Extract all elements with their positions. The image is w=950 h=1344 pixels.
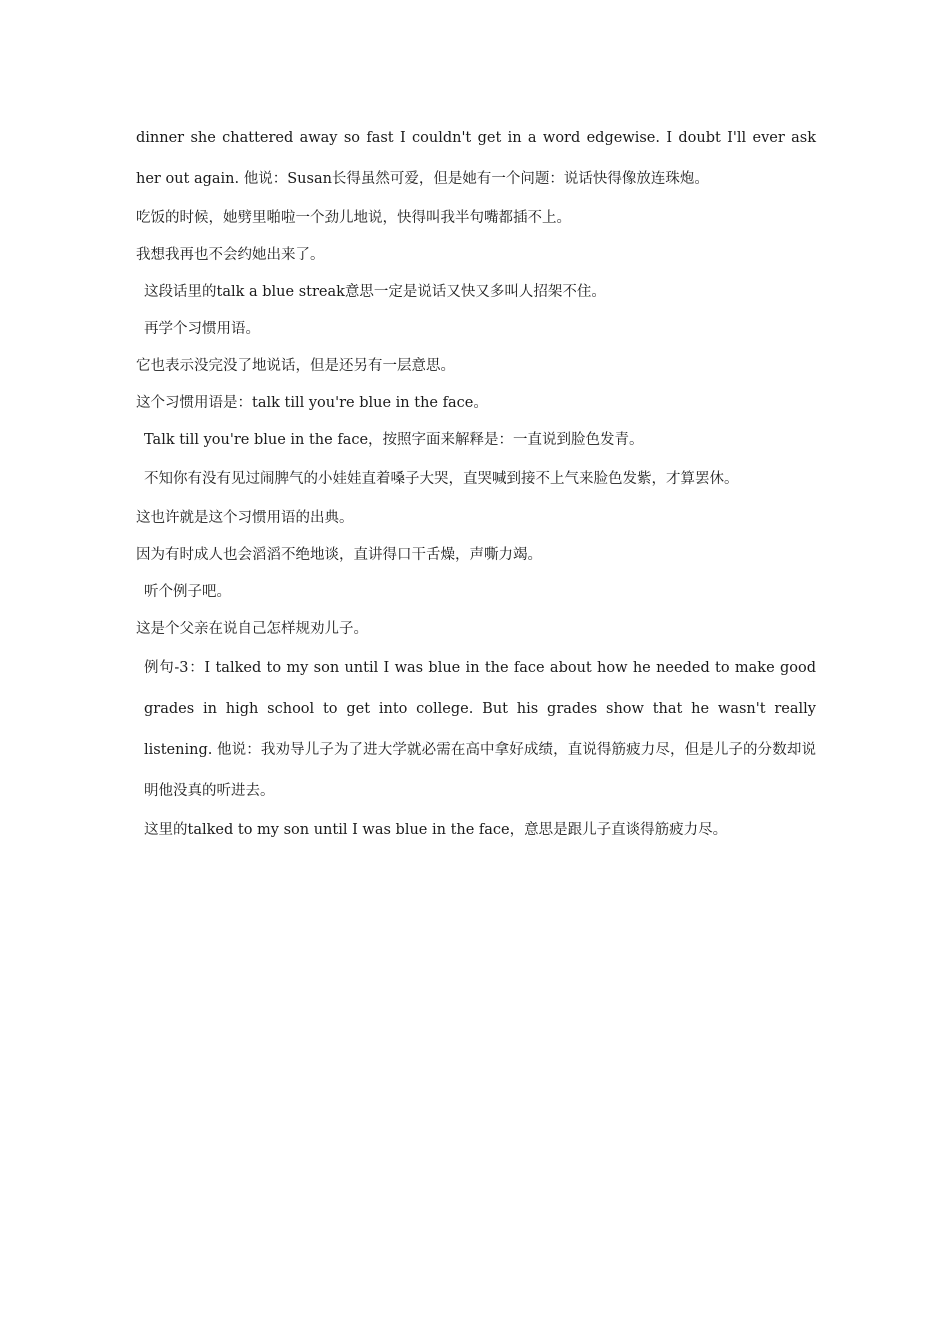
paragraph-dialogue-translation: dinner she chattered away so fast I couldn't get in a word edgewise. I doubt I'll ever ask her out again. 他说：Susan长得虽然可爱，但是她有一个问题：说话快得像放连珠炮。 [136,130,816,187]
paragraph-another-meaning: 它也表示没完没了地说话，但是还另有一层意思。 [136,358,455,374]
document-body [136,118,816,849]
paragraph-next-idiom: 再学个习惯用语。 [144,321,260,337]
paragraph-example-3: 例句-3：I talked to my son until I was blue in the face about how he needed to make good grades in high school to get into college. But his grades show that he wasn't really listening. 他说：我劝导儿子为了进大学就必需在高中拿好成绩，直说得筋疲力尽，但是儿子的分数却说明他没真的听进去。 [144,660,816,799]
paragraph-never-again: 我想我再也不会约她出来了。 [136,247,325,263]
paragraph-literal-meaning: Talk till you're blue in the face，按照字面来解释是：一直说到脸色发青。 [144,432,644,448]
paragraph-origin: 这也许就是这个习惯用语的出典。 [136,510,354,526]
paragraph-blue-streak-meaning: 这段话里的talk a blue streak意思一定是说话又快又多叫人招架不住。 [144,284,606,300]
paragraph-father-intro: 这是个父亲在说自己怎样规劝儿子。 [136,621,368,637]
paragraph-listen-example: 听个例子吧。 [144,584,231,600]
paragraph-example-explanation: 这里的talked to my son until I was blue in the face，意思是跟儿子直谈得筋疲力尽。 [144,822,728,838]
paragraph-adults-talk: 因为有时成人也会滔滔不绝地谈，直讲得口干舌燥，声嘶力竭。 [136,547,542,563]
paragraph-origin-story: 不知你有没有见过闹脾气的小娃娃直着嗓子大哭，直哭喊到接不上气来脸色发紫，才算罢休。 [144,471,739,487]
paragraph-idiom-intro: 这个习惯用语是：talk till you're blue in the face。 [136,395,488,411]
paragraph-dinner-talk: 吃饭的时候，她劈里啪啦一个劲儿地说，快得叫我半句嘴都插不上。 [136,210,571,226]
